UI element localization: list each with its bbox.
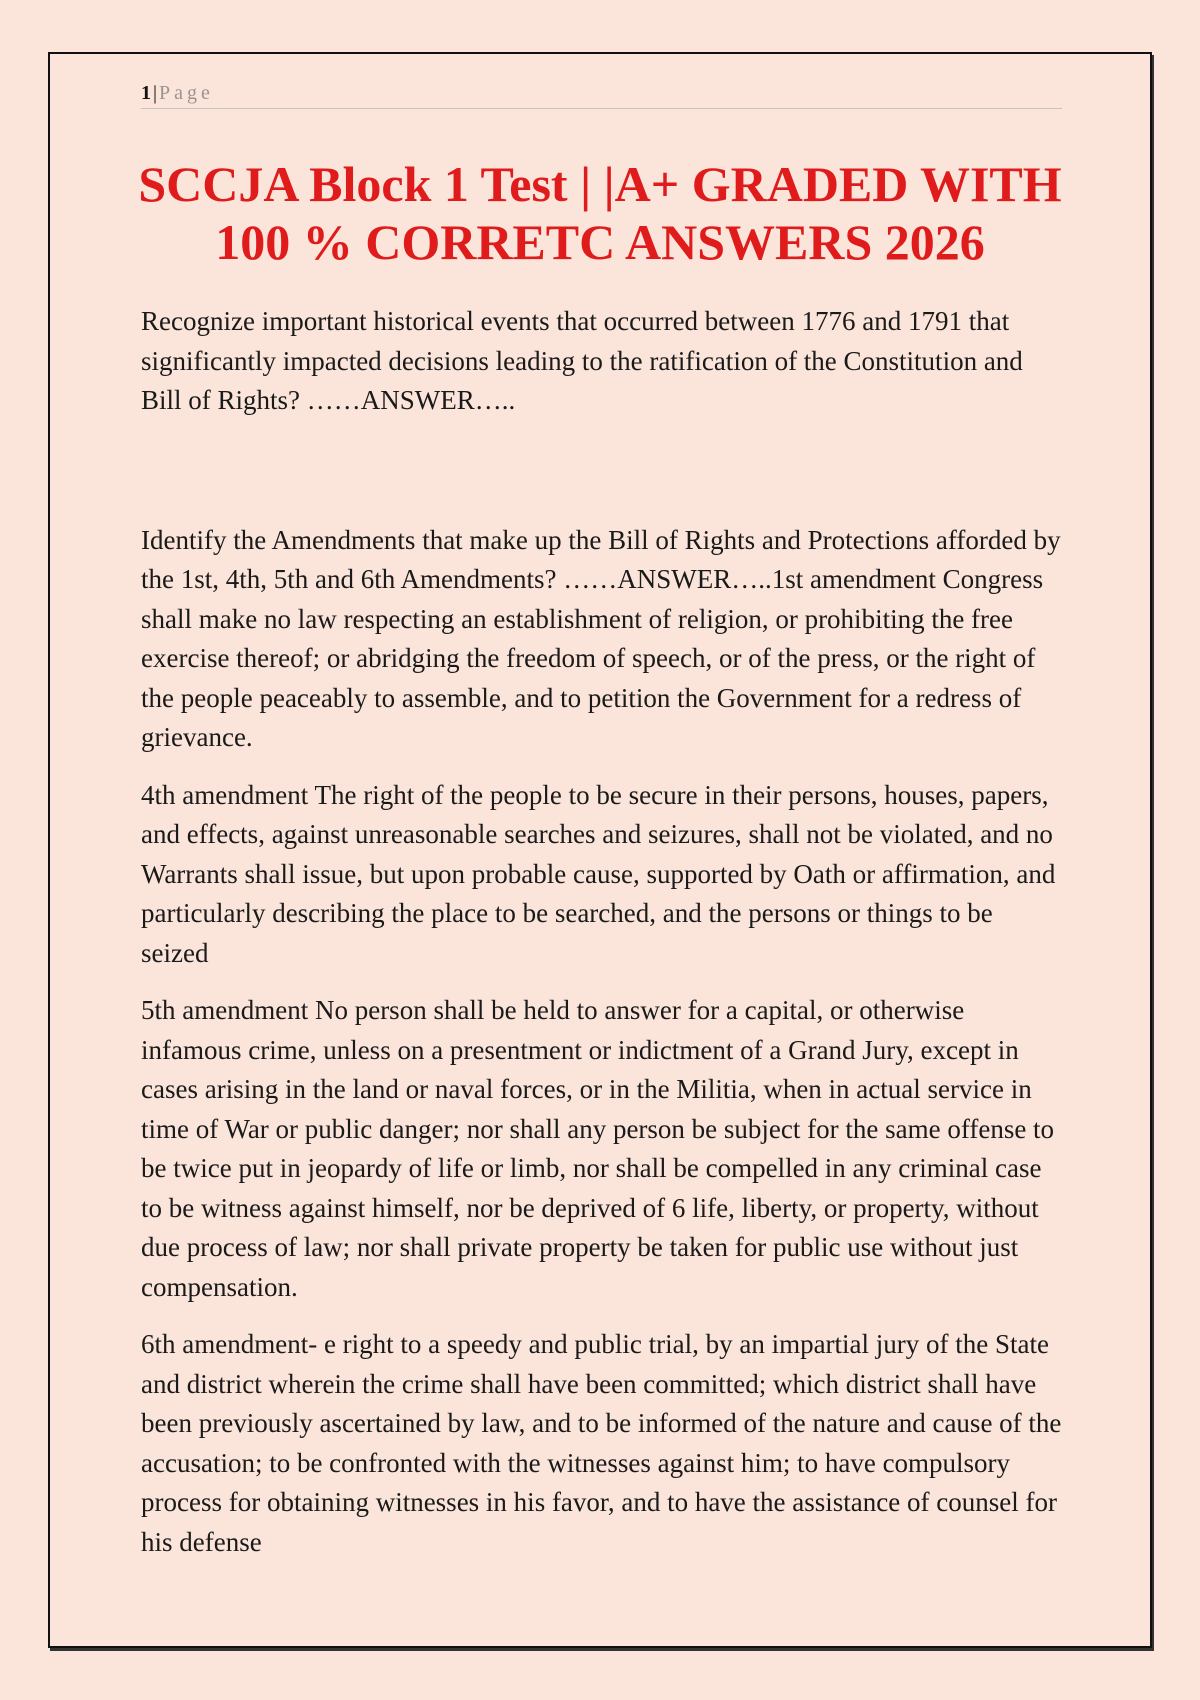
title-line-1: SCCJA Block 1 Test | |A+ GRADED WITH: [138, 156, 1062, 212]
page-header: [141, 78, 1062, 109]
page-number-separator: |: [153, 82, 158, 104]
sixth-amendment-paragraph: 6th amendment- e right to a speedy and public trial, by an impartial jury of the State and district wherein the crime shall have been committed; which district shall have been previously ascertained by law, and to be informed of the nature and cause of the accusation; to be confronted with the witnesses against him; to have compulsory process for obtaining witnesses in his favor, and to have the assistance of counsel for his defense: [141, 1329, 1062, 1557]
document-body: [141, 302, 1066, 1580]
title-line-2: 100 % CORRETC ANSWERS 2026: [215, 214, 985, 270]
question-bill-of-rights-first-amendment: Identify the Amendments that make up the Bill of Rights and Protections afforded by the 1st, 4th, 5th and 6th Amendments? ……ANSWER…..1st amendment Congress shall make no law respecting an establishment of religion, or prohibiting the free exercise thereof; or abridging the freedom of speech, or of the press, or the right of the people peaceably to assemble, and to petition the Government for a redress of grievance.: [141, 524, 1061, 752]
fifth-amendment-paragraph: 5th amendment No person shall be held to answer for a capital, or otherwise infamous crime, unless on a presentment or indictment of a Grand Jury, except in cases arising in the land or naval forces, or in the Militia, when in actual service in time of War or public danger; nor shall any person be subject for the same offense to be twice put in jeopardy of life or limb, nor shall be compelled in any criminal case to be witness against himself, nor be deprived of 6 life, liberty, or property, without due process of law; nor shall private property be taken for public use without just compensation.: [141, 995, 1055, 1302]
fourth-amendment-paragraph: 4th amendment The right of the people to be secure in their persons, houses, papers, and effects, against unreasonable searches and seizures, shall not be violated, and no Warrants shall issue, but upon probable cause, supported by Oath or affirmation, and particularly describing the place to be searched, and the persons or things to be seized: [141, 779, 1056, 968]
page-label: Page: [159, 82, 214, 104]
document-title: [100, 155, 1100, 271]
question-historical-events: Recognize important historical events that occurred between 1776 and 1791 that significantly impacted decisions leading to the ratification of the Constitution and Bill of Rights? ……ANSWER…..: [141, 306, 1023, 415]
page-number: 1: [141, 82, 151, 104]
